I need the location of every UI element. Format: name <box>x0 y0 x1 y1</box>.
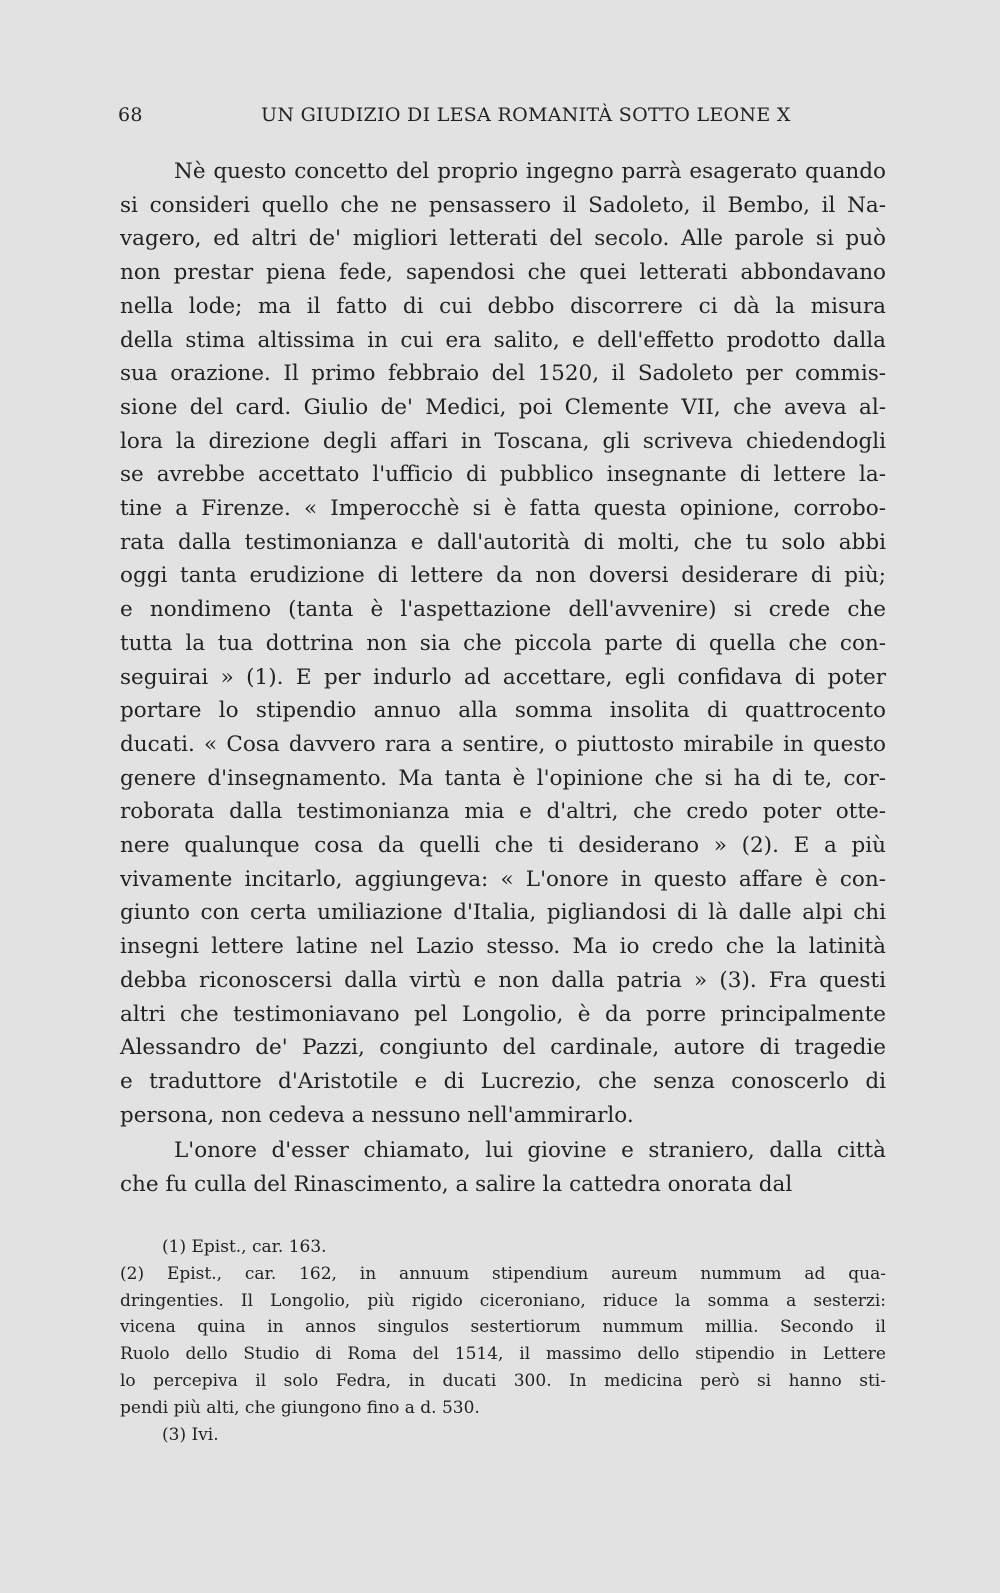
running-head <box>118 104 888 130</box>
text-line: tine a Firenze. « Imperocchè si è fatta questa opinione, corrobo- <box>120 496 886 522</box>
footnote-2 <box>120 1261 886 1422</box>
footnote-line: (2) Epist., car. 162, in annuum stipendium aureum nummum ad qua- <box>120 1263 886 1284</box>
text-line: portare lo stipendio annuo alla somma insolita di quattrocento <box>120 698 886 724</box>
text-line: non prestar piena fede, sapendosi che quei letterati abbondavano <box>120 260 886 286</box>
footnote-line: dringenties. Il Longolio, più rigido ciceroniano, riduce la somma a sesterzi: <box>120 1290 886 1311</box>
footnote-1: (1) Epist., car. 163. <box>162 1237 327 1257</box>
text-line: rata dalla testimonianza e dall'autorità di molti, che tu solo abbi <box>120 529 886 555</box>
footnote-line: lo percepiva il solo Fedra, in ducati 300. In medicina però si hanno sti- <box>120 1370 886 1391</box>
text-line: se avrebbe accettato l'ufficio di pubblico insegnante di lettere la- <box>120 462 886 488</box>
page-number: 68 <box>118 104 143 126</box>
text-line: Alessandro de' Pazzi, congiunto del cardinale, autore di tragedie <box>120 1035 886 1061</box>
text-line: nella lode; ma il fatto di cui debbo discorrere ci dà la misura <box>120 293 886 319</box>
paragraph-2 <box>120 1134 886 1201</box>
text-line: e nondimeno (tanta è l'aspettazione dell'avvenire) si crede che <box>120 597 886 623</box>
text-line: si consideri quello che ne pensassero il Sadoleto, il Bembo, il Na- <box>120 192 886 218</box>
footnote-3: (3) Ivi. <box>162 1424 219 1445</box>
text-line: che fu culla del Rinascimento, a salire la cattedra onorata dal <box>120 1172 793 1198</box>
footnotes <box>120 1234 886 1448</box>
text-line: roborata dalla testimonianza mia e d'altri, che credo poter otte- <box>120 799 886 825</box>
text-line: della stima altissima in cui era salito, e dell'effetto prodotto dalla <box>120 327 886 353</box>
text-line: tutta la tua dottrina non sia che piccola parte di quella che con- <box>120 630 886 656</box>
text-line: nere qualunque cosa da quelli che ti desiderano » (2). E a più <box>120 833 886 859</box>
text-line: giunto con certa umiliazione d'Italia, pigliandosi di là dalle alpi chi <box>120 900 886 926</box>
paragraph-1 <box>120 155 886 1132</box>
text-line: sua orazione. Il primo febbraio del 1520, il Sadoleto per commis- <box>120 361 886 387</box>
text-line: seguirai » (1). E per indurlo ad accettare, egli confidava di poter <box>120 664 886 690</box>
text-line: altri che testimoniavano pel Longolio, è da porre principalmente <box>120 1001 886 1027</box>
footnote-line: vicena quina in annos singulos sestertiorum nummum millia. Secondo il <box>120 1317 886 1338</box>
text-line: Nè questo concetto del proprio ingegno parrà esagerato quando <box>174 159 886 184</box>
text-line: genere d'insegnamento. Ma tanta è l'opinione che si ha di te, cor- <box>120 765 886 791</box>
text-line: insegni lettere latine nel Lazio stesso. Ma io credo che la latinità <box>120 934 886 960</box>
body-text <box>120 155 886 1202</box>
footnote-line: Ruolo dello Studio di Roma del 1514, il massimo dello stipendio in Lettere <box>120 1344 886 1365</box>
text-line: vivamente incitarlo, aggiungeva: « L'onore in questo affare è con- <box>120 866 886 892</box>
text-line: debba riconoscersi dalla virtù e non dalla patria » (3). Fra questi <box>120 967 886 993</box>
running-title: UN GIUDIZIO DI LESA ROMANITÀ SOTTO LEONE X <box>261 104 791 126</box>
text-line: oggi tanta erudizione di lettere da non doversi desiderare di più; <box>120 563 886 589</box>
text-line: vagero, ed altri de' migliori letterati del secolo. Alle parole si può <box>120 226 886 252</box>
text-line: ducati. « Cosa davvero rara a sentire, o piuttosto mirabile in questo <box>120 731 886 757</box>
text-line: e traduttore d'Aristotile e di Lucrezio, che senza conoscerlo di <box>120 1068 886 1094</box>
footnote-line: pendi più alti, che giungono fino a d. 530. <box>120 1397 480 1418</box>
text-line: lora la direzione degli affari in Toscana, gli scriveva chiedendogli <box>120 428 886 454</box>
text-line: persona, non cedeva a nessuno nell'ammirarlo. <box>120 1102 634 1128</box>
text-line: sione del card. Giulio de' Medici, poi Clemente VII, che aveva al- <box>120 394 886 420</box>
text-line: L'onore d'esser chiamato, lui giovine e straniero, dalla città <box>174 1138 886 1164</box>
